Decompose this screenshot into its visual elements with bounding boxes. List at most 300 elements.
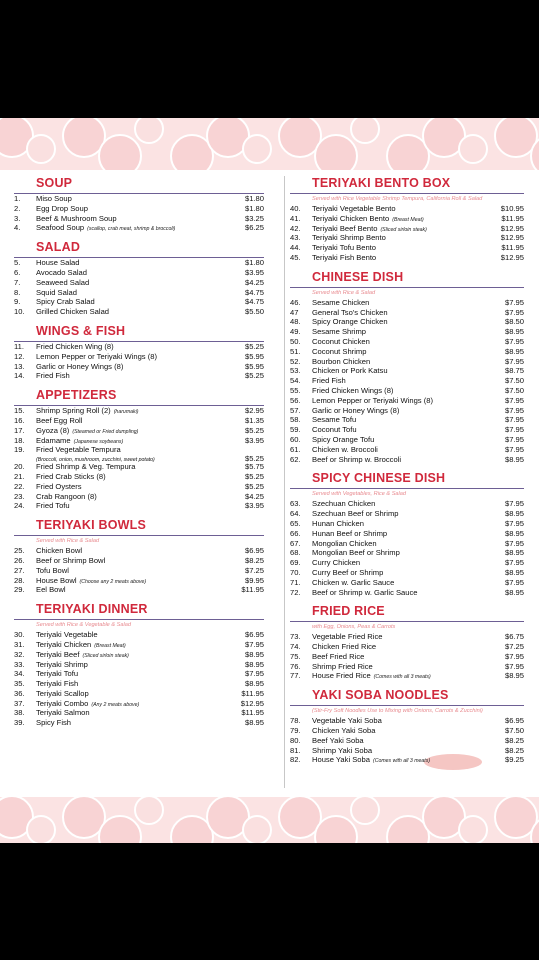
section-appetizers: [14, 388, 264, 511]
item-name: Spicy Orange Chicken: [312, 317, 388, 327]
section-subtitle: Served with Vegetables, Rice & Salad: [312, 491, 407, 498]
item-name: Beef or Shrimp w. Garlic Sauce: [312, 587, 418, 597]
item-price: $7.25: [504, 642, 524, 652]
item-price: $1.80: [244, 258, 264, 268]
item-price: $8.95: [504, 509, 524, 519]
item-name: Gyoza (8): [36, 425, 70, 435]
item-price: $11.95: [501, 213, 524, 223]
item-name: Coconut Tofu: [312, 425, 357, 435]
item-name: Teriyaki Tofu Bento: [312, 243, 377, 253]
decorative-circle: [314, 134, 358, 170]
item-number: 3.: [14, 213, 21, 223]
item-name-wrap: [36, 556, 230, 566]
item-name-wrap: [312, 509, 490, 519]
section-title: SPICY CHINESE DISH: [290, 471, 524, 489]
item-name-wrap: [36, 445, 230, 455]
item-name: Teriyaki Salmon: [36, 708, 90, 718]
item-number: 25.: [14, 546, 25, 556]
item-number: 16.: [14, 415, 25, 425]
item-name: Spicy Crab Salad: [36, 297, 95, 307]
menu-item: [290, 253, 524, 263]
item-price: $7.50: [504, 726, 524, 736]
item-number: 10.: [14, 307, 25, 317]
item-number: 65.: [290, 518, 301, 528]
section-subtitle: Served with Rice & Salad: [36, 538, 100, 545]
item-price: $4.25: [244, 277, 264, 287]
item-note: (Sliced sirloin steak): [380, 226, 427, 233]
menu-item: [14, 204, 264, 214]
item-name-wrap: [36, 679, 230, 689]
item-name: Eel Bowl: [36, 585, 66, 595]
decorative-circle: [350, 118, 380, 144]
item-number: 40.: [290, 204, 301, 213]
item-price: $7.25: [244, 565, 264, 575]
item-name-wrap: [36, 288, 230, 298]
section-yaki-soba-noodles: [290, 688, 524, 765]
item-price: $7.95: [504, 356, 524, 366]
menu-item: [14, 462, 264, 472]
item-price: $12.95: [240, 698, 264, 708]
item-number: 23.: [14, 491, 25, 501]
item-name-wrap: [36, 462, 230, 472]
item-name-wrap: [312, 726, 490, 736]
item-number: 34.: [14, 669, 25, 679]
section-title: WINGS & FISH: [14, 324, 264, 342]
decorative-circle: [26, 815, 56, 843]
item-number: 30.: [14, 630, 25, 640]
item-price: $7.95: [504, 661, 524, 671]
section-title: TERIYAKI BOWLS: [14, 518, 264, 536]
section-spicy-chinese-dish: [290, 471, 524, 597]
decorative-circle: [458, 815, 488, 843]
item-number: 19.: [14, 445, 25, 455]
item-number: 73.: [290, 632, 301, 642]
menu-item: [14, 556, 264, 566]
item-price: $6.75: [504, 632, 524, 642]
decorative-circle: [98, 134, 142, 170]
item-name: (Broccoli, onion, mushroom, zucchini, sweet potato): [36, 457, 155, 464]
item-price: $5.25: [244, 341, 264, 351]
menu-item: [290, 233, 524, 243]
item-price: $5.25: [244, 454, 264, 464]
item-name-wrap: [36, 416, 230, 426]
menu-item: [290, 425, 524, 435]
item-price: $1.80: [244, 203, 264, 213]
item-name: House Bowl: [36, 575, 77, 585]
item-name-wrap: [312, 396, 490, 406]
item-name: Hunan Beef or Shrimp: [312, 528, 388, 538]
menu-item: [14, 482, 264, 492]
item-number: 12.: [14, 351, 25, 361]
item-price: $8.50: [504, 317, 524, 327]
menu-item: [14, 416, 264, 426]
item-name-wrap: [312, 298, 490, 308]
menu-item: [290, 406, 524, 416]
item-number: 76.: [290, 661, 301, 671]
menu-item: [290, 415, 524, 425]
item-name-wrap: [36, 482, 230, 492]
decorative-top-band: [0, 118, 539, 170]
item-number: 72.: [290, 587, 301, 597]
menu-item: [14, 546, 264, 556]
menu-item: [14, 640, 264, 650]
menu-item: [290, 548, 524, 558]
item-number: 77.: [290, 671, 301, 681]
item-price: $7.95: [504, 405, 524, 415]
menu-item: [14, 406, 264, 416]
item-name-wrap: [312, 652, 490, 662]
menu-item: [14, 445, 264, 455]
item-name-wrap: [312, 755, 490, 767]
menu-item: [290, 519, 524, 529]
item-name-wrap: [312, 445, 490, 455]
menu-item: [290, 499, 524, 509]
item-number: 74.: [290, 642, 301, 652]
item-price: $8.95: [244, 659, 264, 669]
item-name-wrap: [36, 278, 230, 288]
section-title: FRIED RICE: [290, 604, 524, 622]
item-name: Seafood Soup: [36, 223, 85, 233]
menu-item: [14, 576, 264, 586]
item-price: $6.25: [244, 223, 264, 233]
item-number: 48.: [290, 317, 301, 327]
item-price: $5.25: [244, 371, 264, 381]
item-name-wrap: [312, 317, 490, 327]
section-title: SOUP: [14, 176, 264, 194]
menu-item: [14, 297, 264, 307]
item-number: 7.: [14, 277, 21, 287]
item-name-wrap: [312, 406, 490, 416]
menu-item: [14, 689, 264, 699]
item-name-wrap: [312, 642, 490, 652]
item-note: (Choose any 2 meats above): [79, 578, 147, 585]
item-price: $7.95: [244, 669, 264, 679]
menu-item: [290, 671, 524, 681]
item-name: Curry Beef or Shrimp: [312, 567, 384, 577]
item-name: Fried Chicken Wing (8): [36, 341, 114, 351]
decorative-circle: [350, 797, 380, 825]
menu-item: [14, 660, 264, 670]
item-name-wrap: [36, 352, 230, 362]
item-price: $8.95: [504, 327, 524, 337]
item-price: $5.95: [244, 351, 264, 361]
item-number: 75.: [290, 651, 301, 661]
item-number: 14.: [14, 371, 25, 381]
item-name: Teriyaki Beef Bento: [312, 223, 378, 233]
item-name-wrap: [36, 194, 230, 204]
item-number: 6.: [14, 267, 21, 277]
item-number: 47: [290, 307, 299, 317]
menu-item: [290, 376, 524, 386]
item-name: Fried Fish: [312, 376, 346, 386]
item-name-wrap: [312, 204, 490, 214]
menu-item: [290, 529, 524, 539]
item-name-wrap: [36, 546, 230, 556]
item-name: Chicken Yaki Soba: [312, 726, 376, 736]
menu-item: [14, 307, 264, 317]
item-price: $7.95: [504, 395, 524, 405]
menu-item: [14, 362, 264, 372]
item-name: Lemon Pepper or Teriyaki Wings (8): [36, 351, 157, 361]
item-number: 31.: [14, 639, 25, 649]
section-teriyaki-dinner: [14, 602, 264, 728]
item-name: Teriyaki Chicken: [36, 639, 92, 649]
item-number: 82.: [290, 755, 301, 765]
item-price: $6.95: [244, 546, 264, 556]
menu-item: [14, 699, 264, 709]
item-name-wrap: [312, 233, 490, 243]
item-name: Coconut Chicken: [312, 336, 370, 346]
item-number: 9.: [14, 297, 21, 307]
menu-item: [290, 243, 524, 253]
menu-item: [290, 204, 524, 214]
item-number: 44.: [290, 243, 301, 253]
item-price: $8.25: [504, 745, 524, 755]
item-name-wrap: [312, 539, 490, 549]
item-name-wrap: [312, 435, 490, 445]
item-number: 11.: [14, 341, 24, 351]
item-name-wrap: [312, 357, 490, 367]
item-name-wrap: [36, 297, 230, 307]
item-price: $5.75: [244, 462, 264, 472]
item-price: $2.95: [244, 406, 264, 416]
item-price: $8.25: [504, 735, 524, 745]
item-name: Egg Drop Soup: [36, 203, 88, 213]
menu-item: [14, 223, 264, 233]
section-title: TERIYAKI DINNER: [14, 602, 264, 620]
item-name-wrap: [312, 308, 490, 318]
menu-item: [14, 472, 264, 482]
item-name-wrap: [312, 415, 490, 425]
item-note: (Breast Meat): [94, 642, 126, 649]
item-number: 79.: [290, 726, 301, 736]
menu-item: [14, 501, 264, 511]
item-name: Beef Egg Roll: [36, 415, 83, 425]
item-number: 29.: [14, 585, 25, 595]
item-price: $12.95: [500, 223, 524, 233]
item-name-wrap: [36, 214, 230, 224]
item-number: 67.: [290, 538, 301, 548]
item-number: 28.: [14, 575, 25, 585]
item-number: 66.: [290, 528, 301, 538]
section-soup: [14, 176, 264, 233]
item-name: Chicken Fried Rice: [312, 642, 377, 652]
item-price: $11.95: [241, 688, 264, 698]
menu-item: [290, 746, 524, 756]
item-price: $5.25: [244, 425, 264, 435]
item-price: $7.95: [504, 307, 524, 317]
item-price: $7.95: [504, 651, 524, 661]
item-number: 64.: [290, 509, 301, 519]
item-name: General Tso's Chicken: [312, 307, 388, 317]
menu-item: [14, 342, 264, 352]
menu-item: [14, 214, 264, 224]
item-name: Shrimp Fried Rice: [312, 661, 373, 671]
item-note: (Sliced sirloin steak): [82, 652, 129, 659]
section-wings-and-fish: [14, 324, 264, 381]
item-name: Teriyaki Scallop: [36, 688, 89, 698]
item-price: $7.95: [244, 639, 264, 649]
item-name-wrap: [36, 258, 230, 268]
item-number: 50.: [290, 336, 301, 346]
item-price: $5.25: [244, 481, 264, 491]
left-column: [14, 176, 264, 735]
item-price: $7.95: [504, 518, 524, 528]
section-chinese-dish: [290, 270, 524, 465]
item-price: $5.25: [244, 471, 264, 481]
item-name-wrap: [312, 548, 490, 558]
item-name-wrap: [312, 425, 490, 435]
item-number: 1.: [14, 194, 21, 203]
item-number: 78.: [290, 716, 301, 726]
item-number: 54.: [290, 376, 301, 386]
item-price: $5.95: [244, 361, 264, 371]
item-name: Crab Rangoon (8): [36, 491, 97, 501]
item-note: (harumaki): [113, 409, 139, 416]
menu-item: [290, 214, 524, 224]
item-name: Fried Chicken Wings (8): [312, 385, 394, 395]
item-number: 70.: [290, 567, 301, 577]
item-name-wrap: [36, 307, 230, 317]
item-name-wrap: [312, 716, 490, 726]
menu-item: [290, 509, 524, 519]
menu-item: [14, 278, 264, 288]
item-name: Avocado Salad: [36, 267, 87, 277]
item-price: $7.95: [504, 558, 524, 568]
section-subtitle: Served with Rice & Vegetable & Salad: [36, 622, 131, 629]
item-name: Squid Salad: [36, 287, 77, 297]
menu-item: [14, 426, 264, 436]
item-number: 39.: [14, 718, 25, 728]
item-number: 62.: [290, 454, 301, 464]
item-number: 61.: [290, 444, 301, 454]
item-name-wrap: [36, 708, 230, 718]
item-name: Vegetable Yaki Soba: [312, 716, 382, 726]
item-name: Beef Yaki Soba: [312, 735, 364, 745]
menu-item: [290, 224, 524, 234]
item-name: Teriyaki Fish: [36, 679, 79, 689]
item-price: $7.95: [504, 434, 524, 444]
item-name: Teriyaki Combo: [36, 698, 89, 708]
item-price: $3.95: [244, 435, 264, 445]
item-price: $6.95: [504, 716, 524, 726]
item-name-wrap: [312, 568, 490, 578]
item-number: 18.: [14, 435, 25, 445]
item-number: 27.: [14, 565, 25, 575]
item-name: Fried Vegetable Tempura: [36, 445, 121, 455]
section-subtitle: (Stir-Fry Soft Noodles Use to Mixing with Onions, Carrots & Zucchini): [312, 708, 483, 715]
decorative-circle: [242, 134, 272, 164]
decorative-circle: [458, 134, 488, 164]
decorative-circle: [26, 134, 56, 164]
item-number: 53.: [290, 366, 301, 376]
item-name: Teriyaki Shrimp: [36, 659, 88, 669]
item-name: Teriyaki Tofu: [36, 669, 79, 679]
item-price: $7.95: [504, 444, 524, 454]
item-name: Fried Crab Sticks (8): [36, 471, 106, 481]
item-name: Spicy Fish: [36, 718, 72, 728]
item-name-wrap: [36, 362, 230, 372]
item-number: 33.: [14, 659, 25, 669]
menu-item: [14, 268, 264, 278]
menu-page: [0, 118, 539, 843]
item-number: 37.: [14, 698, 25, 708]
item-number: 80.: [290, 735, 301, 745]
menu-item: [290, 736, 524, 746]
item-price: $8.95: [244, 718, 264, 728]
menu-item: [290, 337, 524, 347]
menu-item: [14, 718, 264, 728]
item-price: $8.95: [504, 548, 524, 558]
item-number: 51.: [290, 346, 301, 356]
item-name-wrap: [36, 566, 230, 576]
item-name: Beef Fried Rice: [312, 651, 365, 661]
item-price: $4.75: [244, 297, 264, 307]
menu-item: [14, 708, 264, 718]
item-price: $8.95: [504, 528, 524, 538]
item-name-wrap: [36, 585, 230, 595]
menu-item: [14, 194, 264, 204]
item-name-wrap: [312, 253, 490, 263]
section-title: APPETIZERS: [14, 388, 264, 406]
item-number: 15.: [14, 406, 25, 416]
item-number: 60.: [290, 434, 301, 444]
menu-item: [290, 327, 524, 337]
item-number: 24.: [14, 501, 25, 511]
item-price: $7.95: [504, 577, 524, 587]
item-number: 55.: [290, 385, 301, 395]
item-number: 8.: [14, 287, 21, 297]
item-name: Chicken Bowl: [36, 546, 83, 556]
item-price: $8.95: [504, 671, 524, 681]
section-teriyaki-bento-box: [290, 176, 524, 263]
item-number: 69.: [290, 558, 301, 568]
item-name-wrap: [312, 347, 490, 357]
menu-item: [14, 492, 264, 502]
item-name: Fried Tofu: [36, 501, 70, 511]
item-name-wrap: [312, 588, 490, 598]
item-name: Tofu Bowl: [36, 565, 69, 575]
item-note: (Breast Meat): [392, 216, 424, 223]
item-name: Garlic or Honey Wings (8): [36, 361, 124, 371]
item-name-wrap: [312, 662, 490, 672]
item-name: Chicken or Pork Katsu: [312, 366, 388, 376]
item-name-wrap: [312, 736, 490, 746]
item-name: Teriyaki Fish Bento: [312, 252, 377, 262]
item-name: Sesame Tofu: [312, 415, 357, 425]
item-name: Chicken w. Garlic Sauce: [312, 577, 395, 587]
item-name: House Salad: [36, 258, 80, 268]
item-price: $4.25: [244, 491, 264, 501]
item-price: $12.95: [500, 252, 524, 262]
item-number: 4.: [14, 223, 21, 233]
item-price: $11.95: [241, 708, 264, 718]
item-name: Beef & Mushroom Soup: [36, 213, 117, 223]
item-name-wrap: [312, 519, 490, 529]
item-number: 81.: [290, 745, 301, 755]
item-name-wrap: [36, 223, 230, 235]
item-name: Fried Oysters: [36, 481, 82, 491]
item-name: Curry Chicken: [312, 558, 361, 568]
menu-item: [290, 632, 524, 642]
decorative-circle: [242, 815, 272, 843]
item-price: $4.75: [244, 287, 264, 297]
item-number: 35.: [14, 679, 25, 689]
item-number: 21.: [14, 471, 25, 481]
item-name: House Fried Rice: [312, 671, 371, 681]
item-name-wrap: [36, 268, 230, 278]
item-name-wrap: [36, 204, 230, 214]
